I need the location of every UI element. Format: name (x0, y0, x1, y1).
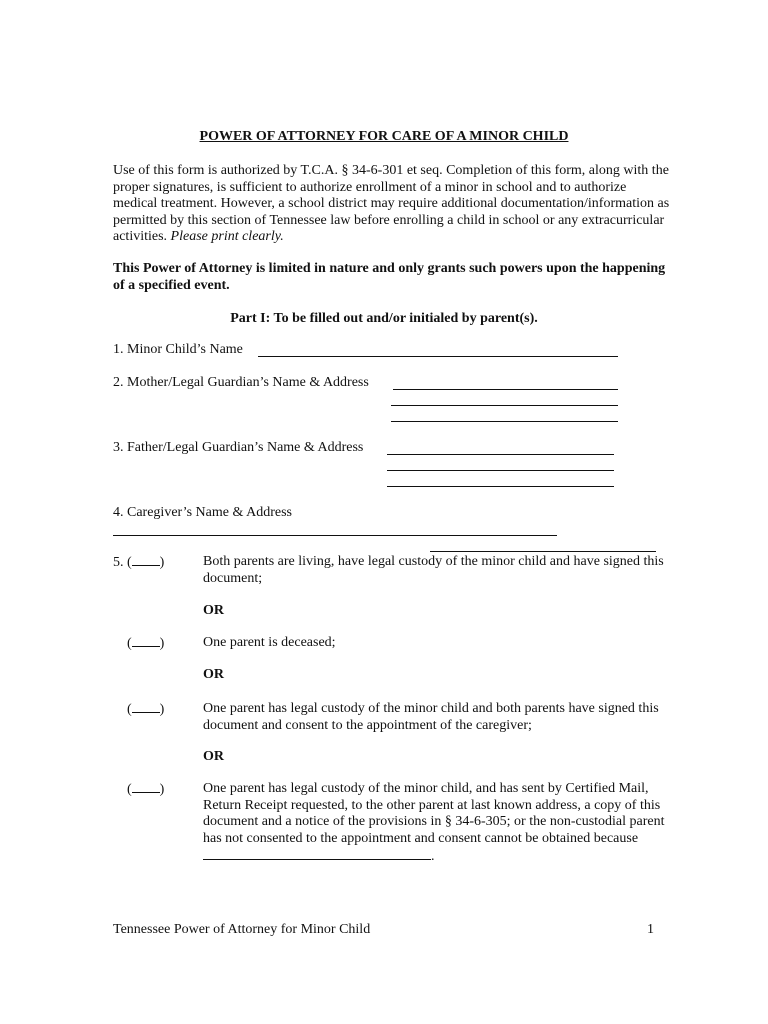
mother-guardian-line-3[interactable] (391, 421, 618, 422)
initial-blank[interactable] (132, 635, 160, 647)
item-5-checkbox-2[interactable]: ( ) (127, 636, 165, 651)
father-guardian-line-3[interactable] (387, 486, 614, 487)
item-5-checkbox-1[interactable]: 5. ( ) (113, 555, 165, 570)
item-5-option-2: One parent is deceased; (203, 635, 336, 650)
item-5-checkbox-4[interactable]: ( ) (127, 782, 165, 797)
intro-text: Use of this form is authorized by T.C.A. § 34-6-301 et seq. Completion of this form, along with the proper signatures, is sufficient to authorize enrollment of a minor in school and to authorize medical treatment. However, a school district may require additional documentation/information as permitted by this section of Tennessee law before enrolling a child in school or any extracurricular activities. (113, 163, 670, 245)
item-5-option-4-text: One parent has legal custody of the minor child, and has sent by Certified Mail, Return Receipt requested, to the other parent at last known address, a copy of this document and a notice of the provisions in § 34-6-305; or the non-custodial parent has not consented to the appointment and consent cannot be obtained because (203, 781, 665, 846)
item-5-option-3: One parent has legal custody of the minor child and both parents have signed this document and consent to the appointment of the caregiver; (203, 701, 659, 733)
intro-paragraph (113, 163, 673, 246)
item-5-option-1: Both parents are living, have legal custody of the minor child and have signed this document; (203, 554, 664, 586)
father-guardian-label: 3. Father/Legal Guardian’s Name & Address (113, 440, 364, 455)
reason-blank[interactable] (203, 847, 431, 860)
footer-title: Tennessee Power of Attorney for Minor Child (113, 922, 371, 937)
initial-blank[interactable] (132, 554, 160, 566)
caregiver-line-1[interactable] (113, 535, 557, 536)
part-one-heading: Part I: To be filled out and/or initialed by parent(s). (230, 311, 538, 326)
limitation-notice: This Power of Attorney is limited in nature and only grants such powers upon the happening of a specified event. (113, 261, 666, 293)
item-5-option-4 (203, 781, 673, 866)
initial-blank[interactable] (132, 701, 160, 713)
or-separator-2: OR (203, 667, 224, 682)
item-5-number: 5. (113, 555, 124, 570)
document-title: POWER OF ATTORNEY FOR CARE OF A MINOR CHILD (199, 129, 569, 144)
mother-guardian-line-2[interactable] (391, 405, 618, 406)
or-separator-3: OR (203, 749, 224, 764)
father-guardian-line-2[interactable] (387, 470, 614, 471)
father-guardian-line-1[interactable] (387, 454, 614, 455)
option-4-period: . (431, 849, 435, 864)
item-5-checkbox-3[interactable]: ( ) (127, 702, 165, 717)
print-clearly-note: Please print clearly. (170, 229, 284, 245)
mother-guardian-line-1[interactable] (393, 389, 618, 390)
initial-blank[interactable] (132, 781, 160, 793)
caregiver-line-2[interactable] (430, 551, 656, 552)
or-separator-1: OR (203, 603, 224, 618)
minor-child-name-label: 1. Minor Child’s Name (113, 342, 243, 357)
page-number: 1 (647, 922, 654, 937)
caregiver-label: 4. Caregiver’s Name & Address (113, 505, 292, 520)
mother-guardian-label: 2. Mother/Legal Guardian’s Name & Address (113, 375, 369, 390)
minor-child-name-line[interactable] (258, 356, 618, 357)
